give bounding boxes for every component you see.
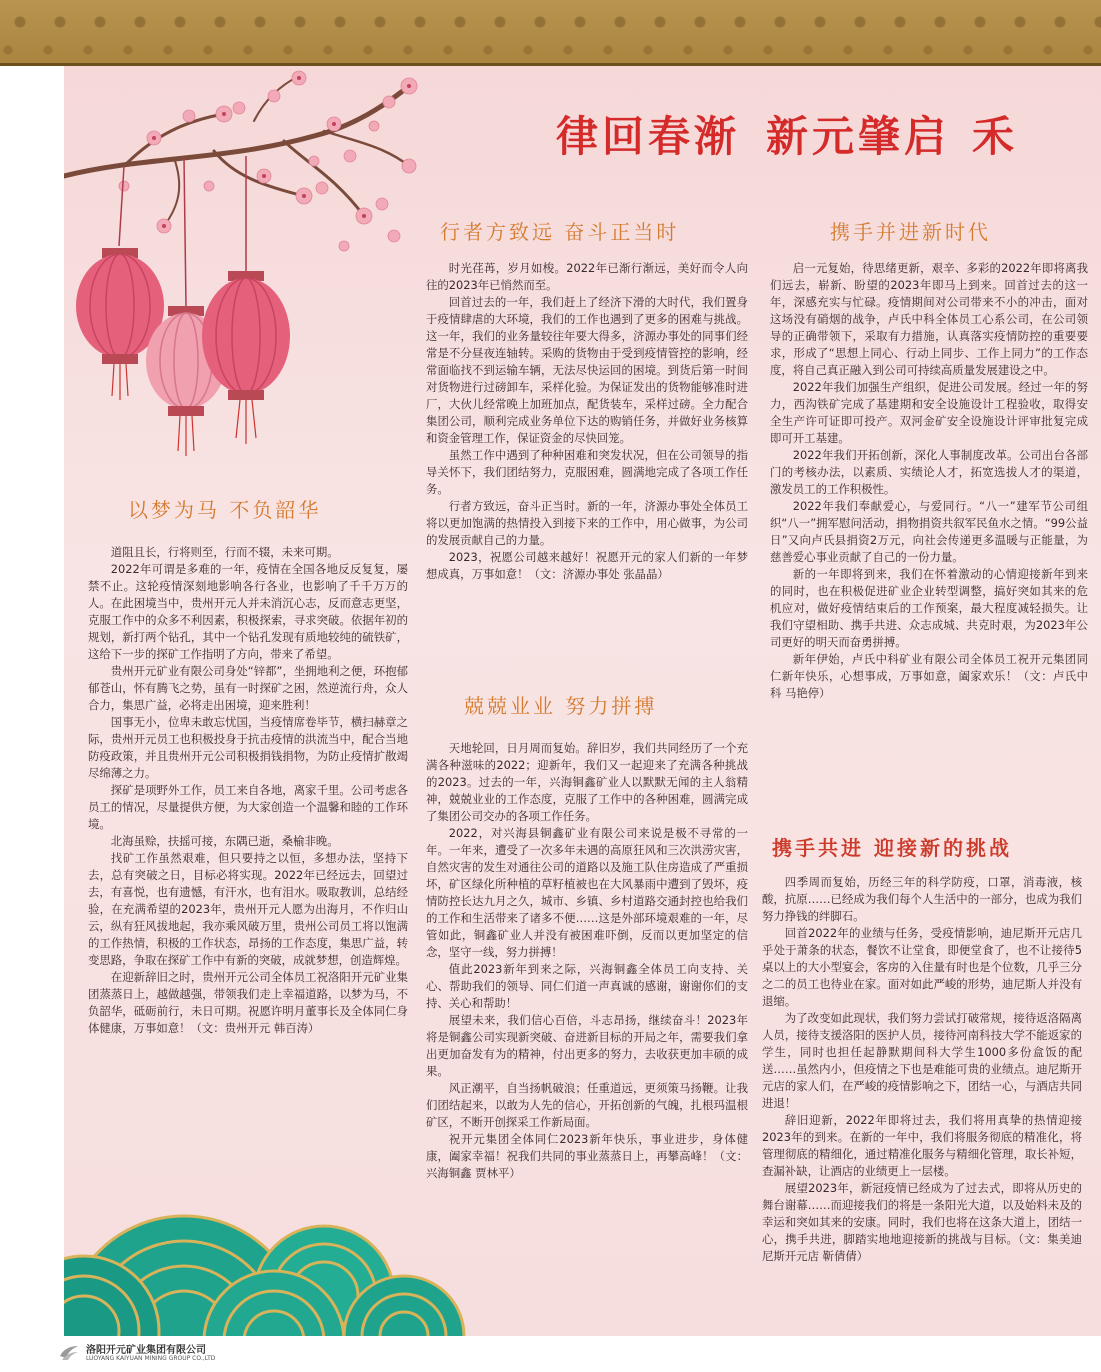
- plum-blossom-branch-illustration: [64, 66, 424, 506]
- company-name-cn: 洛阳开元矿业集团有限公司: [86, 1345, 206, 1356]
- company-logo-icon: [58, 1342, 80, 1362]
- page-margin: [0, 66, 64, 1336]
- newspaper-page: [64, 66, 1101, 1336]
- teal-cloud-hills-illustration: [64, 1146, 484, 1336]
- page-headline: [556, 104, 1018, 164]
- article-body-5: 四季周而复始，历经三年的科学防疫，口罩，消毒液，核酸，抗原……已经成为我们每个人生活中的一部分，也成为我们努力挣钱的绊脚石。 回首2022年的业绩与任务，受疫情影响，迪尼斯开元店几乎处于萧条的状态，餐饮不让堂食，即便堂食了，也不让接待5桌以上的大小型宴会，客房的入住量有时也是个位数，几乎三分之二的员工也待业在家。面对如此严峻的形势，迪尼斯人并没有退缩。 为了改变如此现状，我们努力尝试打破常规，接待返洛隔离人员，接待支援洛阳的医护人员，接待河南科技大学不能返家的学生，同时也担任起静默期间科大学生1000多份盒饭的配送……虽然内小，但疫情之下也是难能可贵的业绩点。迪尼斯开元店的家人们，在严峻的疫情影响之下，团结一心，与酒店共同进退！ 辞旧迎新，2022年即将过去，我们将用真挚的热情迎接2023年的到来。在新的一年中，我们将服务彻底的精准化，将管理彻底的精细化，通过精准化服务与精细化管理，取长补短，查漏补缺，让酒店的业绩更上一层楼。 展望2023年，新冠疫情已经成为了过去式，即将从历史的舞台谢幕……而迎接我们的将是一条阳光大道，以及始料未及的幸运和突如其来的安康。同时，我们也将在这条大道上，团结一心，携手共进，脚踏实地地迎接新的挑战与目标。（文：集美迪尼斯开元店 靳倩倩）: [762, 875, 1082, 1263]
- article-title-2: 行者方致远 奋斗正当时: [440, 220, 680, 244]
- company-name-en: LUOYANG KAIYUAN MINING GROUP CO.,LTD: [86, 1355, 216, 1362]
- article-title-3: 兢兢业业 努力拼搏: [464, 694, 658, 718]
- article-title-5: 携手共进 迎接新的挑战: [772, 836, 1012, 860]
- article-body-3: 天地轮回，日月周而复始。辞旧岁，我们共同经历了一个充满各种滋味的2022；迎新年，我们又一起迎来了充满各种挑战的2023。过去的一年，兴海铜鑫矿业人以默默无闻的主人翁精神，兢兢业业的工作态度，克服了工作中的各种困难，圆满完成了集团公司交办的各项工作任务。 2022，对兴海县铜鑫矿业有限公司来说是极不寻常的一年。一年来，遭受了一次多年未遇的高原狂风和三次洪涝灾害，自然灾害的发生对通往公司的道路以及施工队住房造成了严重损坏，矿区绿化所种植的草籽植被也在大风暴雨中遭到了毁坏，疫情防控长达九月之久，城市、乡镇、乡村道路交通封控也给我们的工作和生活带来了诸多不便……这是外部环境艰难的一年，尽管如此，铜鑫矿业人并没有被困难吓倒，反而以更加坚定的信念，坚守一线，努力拼搏！ 值此2023新年到来之际，兴海铜鑫全体员工向支持、关心、帮助我们的领导、同仁们道一声真诚的感谢，谢谢你们的支持、关心和帮助！ 展望未来，我们信心百倍，斗志昂扬，继续奋斗！2023年将是铜鑫公司实现新突破、奋进新目标的开局之年，需要我们拿出更加奋发有为的精神，付出更多的努力，去收获更加丰硕的成果。 风正潮平，自当扬帆破浪；任重道远，更须策马扬鞭。让我们团结起来，以敢为人先的信心，开拓创新的气魄，扎根玛温根矿区，不断开创探采工作新局面。 祝开元集团全体同仁2023新年快乐，事业进步，身体健康，阖家幸福！祝我们共同的事业蒸蒸日上，再攀高峰！（文：兴海铜鑫 贾林平）: [426, 741, 748, 1180]
- article-body-2: 时光荏苒，岁月如梭。2022年已渐行渐远，美好而令人向往的2023年已悄然而至。 回首过去的一年，我们赶上了经济下滑的大时代，我们置身于疫情肆虐的大环境，我们的工作也遇到了更多的困难与挑战。这一年，我们的业务量较往年要大得多，济源办事处的同事们经常是不分昼夜连轴转。采购的货物由于受到疫情管控的影响，经常面临找不到运输车辆，无法尽快运回的困境。到货后第一时间对货物进行过磅卸车，采样化验。为保证发出的货物能够准时进厂，大伙儿经常晚上加班加点，配货装车，采样过磅。全力配合集团公司，顺利完成业务单位下达的购销任务，并做好业务核算和资金管理工作，保证资金的尽快回笼。 虽然工作中遇到了种种困难和突发状况，但在公司领导的指导关怀下，我们团结努力，克服困难，圆满地完成了各项工作任务。 行者方致远，奋斗正当时。新的一年，济源办事处全体员工将以更加饱满的热情投入到接下来的工作中，用心做事，为公司的发展贡献自己的力量。 2023，祝愿公司越来越好！祝愿开元的家人们新的一年梦想成真，万事如意！（文：济源办事处 张晶晶）: [426, 261, 748, 581]
- article-body-1: 道阻且长，行将则至，行而不辍，未来可期。 2022年可谓是多难的一年，疫情在全国各地反反复复，屡禁不止。这轮疫情深刻地影响各行各业，也影响了千千万万的人。在此困境当中，贵州开元人并未消沉心志，反而意志更坚，克服工作中的众多不利因素，积极探索，寻求突破。依据年初的规划，新打两个钻孔，其中一个钻孔发现有质地较纯的硫铁矿，这给下一步的探矿工作指明了方向，带来了希望。 贵州开元矿业有限公司身处“锌都”，坐拥地利之便，环抱郁郁苍山，怀有腾飞之势，虽有一时探矿之困，然逆流行舟，众人合力，集思广益，必将走出困境，迎来胜利！ 国事无小，位卑未敢忘忧国，当疫情席卷毕节，横扫赫章之际，贵州开元员工也积极投身于抗击疫情的洪流当中，配合当地防疫政策，并且贵州开元公司积极捐钱捐物，为防止疫情扩散竭尽绵薄之力。 探矿是项野外工作，员工来自各地，离家千里。公司考虑各员工的情况，尽量提供方便，为大家创造一个温馨和睦的工作环境。 北海虽赊，扶摇可接，东隅已逝，桑榆非晚。 找矿工作虽然艰难，但只要持之以恒，多想办法，坚持下去，总有突破之日，目标必将实现。2022年已经远去，回望过去，有喜悦，也有遗憾，有汗水，也有泪水。吸取教训，总结经验，在充满希望的2023年，贵州开元人愿为出海月，不作归山云，纵有狂风拔地起，我亦乘风破万里，贵州公司员工将以饱满的工作热情，积极的工作状态，昂扬的工作态度，集思广益，转变思路，争取在探矿工作中有新的突破，成就梦想，创造辉煌。 在迎新辞旧之时，贵州开元公司全体员工祝洛阳开元矿业集团蒸蒸日上，越做越强，带领我们走上幸福道路，以梦为马，不负韶华，砥砺前行，未日可期。祝愿许明月董事长及全体同仁身体健康，万事如意！（文：贵州开元 韩百涛）: [88, 545, 408, 1035]
- article-title-4: 携手并进新时代: [830, 220, 991, 244]
- headline-part-1: 律回春渐: [556, 112, 741, 161]
- decorative-top-band: [0, 0, 1101, 66]
- article-body-4: 启一元复始，待思绪更新，艰辛、多彩的2022年即将离我们远去，崭新、盼望的2023年即马上到来。回首过去的这一年，深感充实与忙碌。疫情期间对公司带来不小的冲击，面对这场没有硝烟的战争，卢氏中科全体员工心系公司，在公司领导的正确带领下，采取有力措施，认真落实疫情防控的重要要求，形成了“思想上同心、行动上同步、工作上同力”的工作态度，将自己真正融入到公司可持续高质量发展建设之中。 2022年我们加强生产组织，促进公司发展。经过一年的努力，西沟铁矿完成了基建期和安全设施设计工程验收，取得安全生产许可证即可投产。双河金矿安全设施设计评审批复完成即可开工基建。 2022年我们开拓创新，深化人事制度改革。公司出台各部门的考核办法，以素质、实绩论人才，拓宽选拔人才的渠道，激发员工的工作积极性。 2022年我们奉献爱心，与爱同行。“八一”建军节公司组织“八一”拥军慰问活动，捐物捐资共叙军民鱼水之情。“99公益日”又向卢氏县捐资2万元，向社会传递更多温暖与正能量，为慈善爱心事业贡献了自己的一份力量。 新的一年即将到来，我们在怀着激动的心情迎接新年到来的同时，也在积极促进矿业企业转型调整，搞好突如其来的危机应对，做好疫情结束后的工作预案，最大程度减轻损失。让我们守望相助、携手共进、众志成城、共克时艰，为2023年公司更好的明天而奋勇拼搏。 新年伊始，卢氏中科矿业有限公司全体员工祝开元集团同仁新年快乐，心想事成，万事如意，阖家欢乐！（文：卢氏中科 马艳停）: [770, 261, 1088, 700]
- headline-part-2: 新元肇启: [766, 112, 951, 161]
- article-title-1: 以梦为马 不负韶华: [128, 498, 322, 522]
- headline-part-3: 禾: [972, 112, 1019, 161]
- page-footer: [0, 1336, 1101, 1372]
